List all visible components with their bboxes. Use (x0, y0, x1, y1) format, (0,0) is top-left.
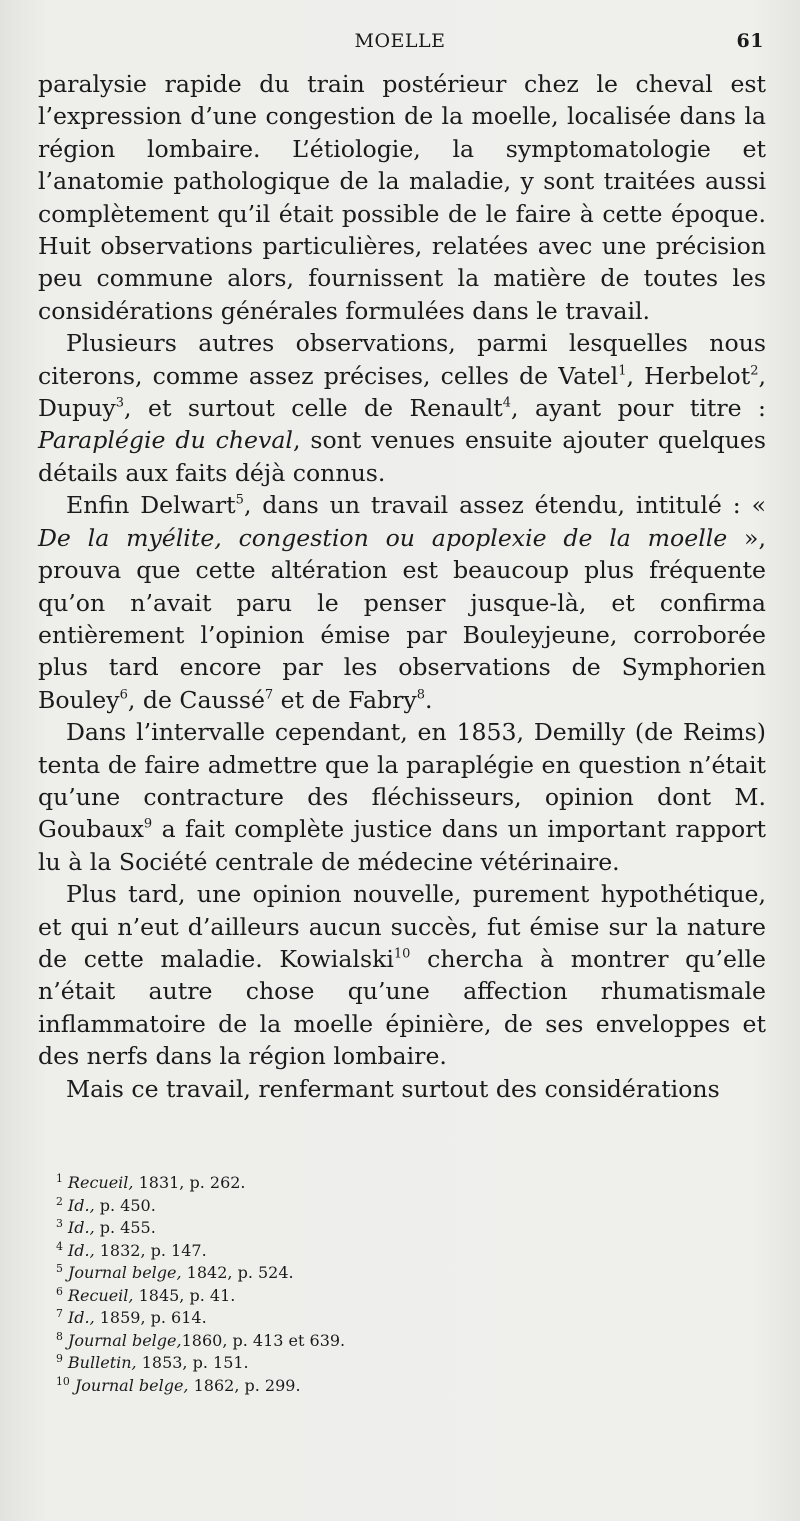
footnote-source: Journal belge, (67, 1263, 182, 1282)
footnote-ref: 1860, p. 413 et 639. (181, 1330, 346, 1350)
paragraph-4-text-b: a fait complète justice dans un important rapport lu à la Société centrale de médecine vétérinaire. (38, 815, 766, 876)
footnote (56, 1195, 696, 1218)
footnote-number: 4 (56, 1239, 63, 1253)
footnote-source: Id., (67, 1218, 95, 1237)
paragraph-3-text-d: , de Caussé (127, 685, 265, 714)
paragraph-3-text-e: et de Fabry (273, 685, 417, 714)
footnote-ref: 1862, p. 299. (188, 1375, 301, 1395)
footnote (56, 1352, 696, 1375)
footnote-ref-9[interactable]: 9 (143, 816, 153, 832)
footnote-number: 3 (56, 1217, 63, 1231)
footnote-number: 8 (56, 1329, 63, 1343)
footnotes (56, 1172, 696, 1397)
page-header (0, 30, 800, 60)
paragraph-6 (38, 1073, 766, 1105)
footnote (56, 1285, 696, 1308)
footnote-ref: 1859, p. 614. (94, 1308, 207, 1327)
paragraph-2-text-f: , sont venues ensuite ajouter quelques détails aux faits déjà connus. (38, 426, 766, 487)
footnote-source: Journal belge, (67, 1330, 182, 1350)
footnote (56, 1240, 696, 1263)
paragraph-3 (38, 489, 766, 716)
footnote-ref-10[interactable]: 10 (393, 946, 411, 962)
footnote-ref-6[interactable]: 6 (119, 686, 128, 702)
footnote-number: 7 (56, 1307, 63, 1321)
footnote-ref: 1845, p. 41. (133, 1285, 236, 1305)
footnote (56, 1262, 696, 1285)
running-head: MOELLE (354, 30, 446, 52)
footnote-ref: 1842, p. 524. (181, 1263, 294, 1282)
work-title-paraplegie: Paraplégie du cheval (38, 426, 293, 455)
footnote (56, 1172, 696, 1195)
footnote-ref-1[interactable]: 1 (618, 362, 627, 378)
footnote-ref: 1853, p. 151. (136, 1353, 249, 1372)
paragraph-2-text-c: , Dupuy (38, 361, 766, 423)
footnote-ref-5[interactable]: 5 (235, 492, 244, 508)
footnote (56, 1375, 696, 1398)
footnote-source: Id., (67, 1195, 95, 1215)
paragraph-2-text-e: , ayant pour titre : (511, 394, 766, 423)
footnote-ref: 1831, p. 262. (133, 1173, 246, 1192)
paragraph-3-text-b: , dans un travail assez étendu, intitulé : « (243, 491, 766, 520)
paragraph-1-text: paralysie rapide du train postérieur chez le cheval est l’expression d’une congestion de la moelle, localisée dans la région lombaire. L’étiologie, la symptomatologie et l’anatomie pathologique de la maladie, y sont traitées aussi complètement qu’il était possible de le faire à cette époque. Huit observations particulières, relatées avec une précision peu commune alors, fournissent la matière de toutes les considérations générales formulées dans le travail. (38, 70, 766, 325)
footnote-ref: p. 455. (94, 1218, 156, 1237)
paragraph-2-text-d: , et surtout celle de Renault (124, 394, 503, 423)
footnote-number: 1 (56, 1172, 63, 1186)
footnote-source: Recueil, (67, 1285, 134, 1305)
paragraph-5 (38, 878, 766, 1072)
footnote (56, 1217, 696, 1240)
paragraph-5-text-a: Plus tard, une opinion nouvelle, purement hypothétique, et qui n’eut d’ailleurs aucun succès, fut émise sur la nature de cette maladie. Kowialski (38, 880, 766, 973)
paragraph-5-text-b: chercha à montrer qu’elle n’était autre chose qu’une affection rhumatismale inflammatoire de la moelle épinière, de ses enveloppes et des nerfs dans la région lombaire. (38, 944, 766, 1071)
paragraph-6-text: Mais ce travail, renfermant surtout des considérations (66, 1074, 720, 1103)
work-title-myelite: De la myélite, congestion ou apoplexie de la moelle (38, 523, 728, 552)
paragraph-3-text-c: », prouva que cette altération est beaucoup plus fréquente qu’on n’avait paru le penser jusque-là, et confirma entièrement l’opinion émise par Bouleyjeune, corroborée plus tard encore par les observations de Symphorien Bouley (38, 523, 766, 714)
footnote-source: Id., (67, 1240, 95, 1260)
footnote-number: 2 (56, 1194, 63, 1208)
footnote-number: 10 (56, 1374, 70, 1388)
footnote (56, 1330, 696, 1353)
footnote-source: Id., (67, 1308, 95, 1327)
paragraph-3-text-a: Enfin Delwart (66, 491, 236, 520)
footnote-source: Bulletin, (67, 1353, 137, 1372)
footnote-ref: p. 450. (94, 1195, 156, 1215)
body-text (38, 68, 766, 1105)
footnote-ref-3[interactable]: 3 (115, 395, 125, 411)
paragraph-4-text-a: Dans l’intervalle cependant, en 1853, Demilly (de Reims) tenta de faire admettre que la paraplégie en question n’était qu’une contracture des fléchisseurs, opinion dont M. Goubaux (38, 718, 766, 844)
footnote-source: Recueil, (67, 1173, 134, 1192)
footnote (56, 1307, 696, 1330)
paragraph-2 (38, 327, 766, 489)
footnote-source: Journal belge, (74, 1375, 189, 1395)
footnote-ref-7[interactable]: 7 (264, 686, 274, 702)
footnote-ref-4[interactable]: 4 (502, 395, 512, 411)
paragraph-1 (38, 68, 766, 327)
paragraph-4 (38, 716, 766, 878)
footnote-number: 5 (56, 1262, 63, 1276)
paragraph-2-text-a: Plusieurs autres observations, parmi lesquelles nous citerons, comme assez précises, celles de Vatel (38, 329, 766, 390)
footnote-ref-8[interactable]: 8 (416, 686, 425, 702)
footnote-number: 6 (56, 1284, 63, 1298)
paragraph-3-text-f: . (425, 685, 433, 714)
footnote-ref: 1832, p. 147. (94, 1240, 207, 1260)
page-number: 61 (736, 30, 764, 52)
footnote-number: 9 (56, 1352, 63, 1366)
paragraph-2-text-b: , Herbelot (626, 361, 751, 390)
footnote-ref-2[interactable]: 2 (750, 362, 759, 378)
